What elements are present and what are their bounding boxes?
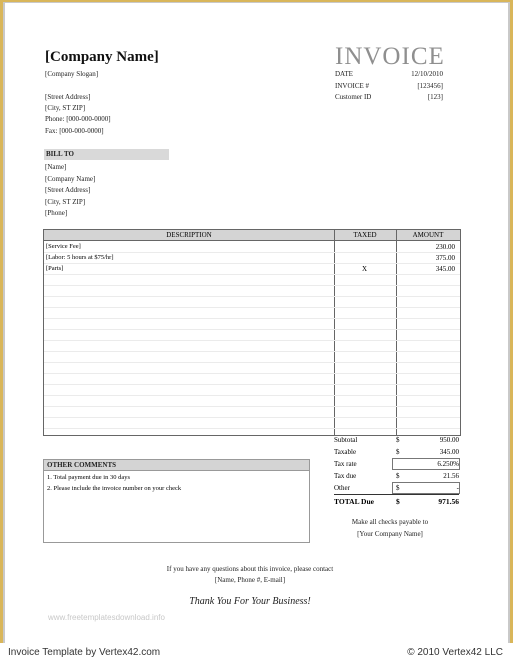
comment-line: 2. Please include the invoice number on your check (47, 485, 182, 492)
row-description: [Labor: 5 hours at $75/hr] (46, 254, 114, 261)
totals-value: 21.56 (443, 472, 459, 480)
bill-to-line[interactable]: [City, ST ZIP] (45, 197, 86, 206)
table-gridline (44, 285, 460, 286)
invoice-title: INVOICE (335, 43, 445, 70)
totals-currency: $ (396, 484, 400, 492)
company-name: [Company Name] (45, 49, 159, 65)
address-line: Phone: [000-000-0000] (45, 115, 111, 124)
meta-value-date[interactable]: 12/10/2010 (411, 70, 443, 78)
watermark: www.freetemplatesdownload.info (48, 613, 165, 622)
payable-company: [Your Company Name] (357, 530, 423, 538)
header-amount: AMOUNT (412, 231, 444, 239)
meta-label-date: DATE (335, 70, 353, 78)
row-description: [Service Fee] (46, 243, 81, 250)
line-items-table (43, 229, 461, 436)
totals-value: 971.56 (438, 497, 459, 506)
contact-line: If you have any questions about this invoice, please contact (166, 565, 334, 573)
totals-label: Taxable (334, 448, 357, 456)
table-gridline (44, 395, 460, 396)
thank-you-message: Thank You For Your Business! (189, 596, 311, 607)
totals-label: Tax due (334, 472, 357, 480)
row-taxed: X (362, 265, 368, 273)
invoice-meta-labels (335, 70, 371, 105)
table-gridline (44, 428, 460, 429)
bill-to-line[interactable]: [Name] (45, 163, 67, 171)
totals-currency: $ (396, 448, 400, 456)
row-amount: 230.00 (435, 243, 455, 251)
footer-copyright: © 2010 Vertex42 LLC (407, 647, 503, 658)
table-gridline (44, 362, 460, 363)
header-description: DESCRIPTION (166, 231, 212, 239)
totals-label: Tax rate (334, 460, 357, 468)
totals-value: 345.00 (439, 448, 459, 456)
table-gridline (44, 296, 460, 297)
total-divider (334, 494, 459, 495)
footer-bar (0, 643, 513, 666)
row-description: [Parts] (46, 265, 64, 272)
tax-rate-box (392, 458, 460, 470)
table-gridline (44, 307, 460, 308)
table-header (44, 230, 460, 241)
payable-note (330, 518, 450, 539)
totals-label: Subtotal (334, 436, 358, 444)
table-gridline (44, 351, 460, 352)
table-gridline (44, 318, 460, 319)
totals-currency: $ (396, 497, 400, 506)
comment-line: 1. Total payment due in 30 days (47, 474, 131, 481)
header-taxed: TAXED (353, 231, 377, 239)
bill-to-block (45, 163, 95, 221)
bill-to-line[interactable]: [Company Name] (45, 174, 96, 183)
table-gridline (44, 406, 460, 407)
address-line: Fax: [000-000-0000] (45, 126, 104, 135)
meta-value-customer-id[interactable]: [123] (427, 93, 443, 101)
address-line: [Street Address] (45, 93, 91, 101)
row-amount: 345.00 (435, 265, 455, 273)
table-gridline (44, 373, 460, 374)
footer-credit[interactable]: Invoice Template by Vertex42.com (8, 647, 161, 658)
totals-label: Other (334, 484, 350, 492)
totals-value[interactable]: - (456, 484, 459, 492)
totals-currency: $ (396, 436, 400, 444)
contact-details: [Name, Phone #, E-mail] (214, 576, 286, 584)
contact-note (120, 565, 380, 585)
bill-to-line[interactable]: [Street Address] (45, 186, 91, 194)
column-divider (334, 230, 335, 435)
meta-label-customer-id: Customer ID (335, 93, 372, 101)
totals-value: 950.00 (439, 436, 459, 444)
table-gridline (44, 329, 460, 330)
totals-label: TOTAL Due (334, 497, 374, 506)
invoice-meta-values (395, 70, 443, 105)
totals-value[interactable]: 6.250% (437, 460, 459, 468)
comments-box[interactable] (43, 470, 310, 543)
company-slogan: [Company Slogan] (45, 70, 99, 78)
table-gridline (44, 340, 460, 341)
other-box (392, 482, 460, 494)
comments-header: OTHER COMMENTS (43, 459, 310, 470)
bill-to-header: BILL TO (44, 149, 169, 160)
company-address (45, 93, 111, 138)
row-amount: 375.00 (435, 254, 455, 262)
totals-currency: $ (396, 472, 400, 480)
table-gridline (44, 274, 460, 275)
meta-label-invoice-number: INVOICE # (335, 81, 370, 90)
table-gridline (44, 263, 460, 264)
meta-value-invoice-number[interactable]: [123456] (417, 81, 443, 90)
table-gridline (44, 384, 460, 385)
table-gridline (44, 252, 460, 253)
payable-line: Make all checks payable to (351, 518, 429, 526)
table-gridline (44, 417, 460, 418)
address-line: [City, ST ZIP] (45, 104, 86, 113)
bill-to-line[interactable]: [Phone] (45, 209, 68, 217)
